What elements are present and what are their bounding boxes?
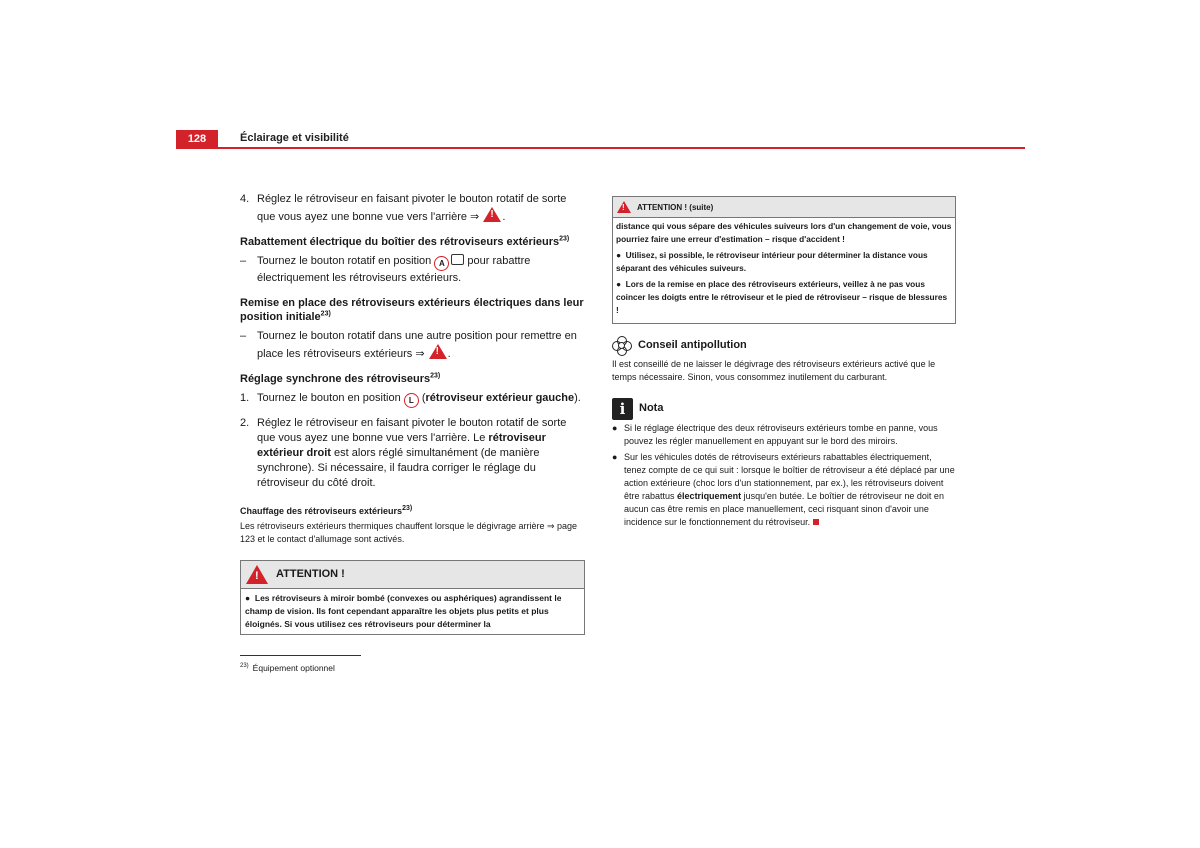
page-number-badge: 128 [176, 130, 218, 149]
warning-icon [617, 201, 631, 213]
warning-icon [429, 344, 447, 359]
flower-icon [612, 336, 632, 356]
section-heading-folding: Rabattement électrique du boîtier des rétroviseurs extérieurs$^{23)}$ [240, 235, 570, 248]
footnote: $^{23)}$ Équipement optionnel [240, 663, 335, 673]
eco-heading: Conseil antipollution [612, 336, 956, 356]
step-4 [240, 192, 585, 225]
attention-header [241, 561, 584, 589]
right-column [612, 196, 956, 532]
attention-box [240, 560, 585, 635]
note-heading: i Nota [612, 398, 956, 420]
position-l-icon: L [404, 393, 419, 408]
header-rule [176, 147, 1025, 149]
info-icon: i [612, 398, 633, 420]
section-heading-reset: Remise en place des rétroviseurs extérieurs électriques dans leur position initiale$^{23)}$ [240, 297, 584, 323]
end-of-section-mark [813, 519, 819, 525]
eco-text: Il est conseillé de ne laisser le dégivrage des rétroviseurs extérieurs activé que le temps nécessaire. Sinon, vous consommez inutilement du carburant. [612, 358, 936, 382]
heating-text: Les rétroviseurs extérieurs thermiques chauffent lorsque le dégivrage arrière ⇒ page 123 et le contact d'allumage sont activés. [240, 521, 578, 544]
chapter-title: Éclairage et visibilité [240, 132, 349, 144]
reset-instruction: – Tournez le bouton rotatif dans une autre position pour remettre en place les rétroviseurs extérieurs ⇒ ! . [240, 329, 585, 362]
attention-body: ● Les rétroviseurs à miroir bombé (convexes ou asphériques) agrandissent le champ de vision. Ils font cependant apparaître les objets plus petits et plus éloignés. Si vous utilisez ces rétroviseurs pour déterminer la [245, 593, 562, 629]
sync-step-2: 2. Réglez le rétroviseur en faisant pivoter le bouton rotatif de sorte que vous ayez une bonne vue vers l'arrière. Le rétroviseur extérieur droit est alors réglé simultanément (de manière synchrone). Si nécessaire, il faudra corriger le réglage du rétroviseur du côté droit. [240, 417, 567, 489]
note-bullet-1: ● Si le réglage électrique des deux rétroviseurs extérieurs tombe en panne, vous pouvez les régler manuellement en appuyant sur le bord des miroirs. [612, 422, 938, 446]
warning-icon [246, 565, 268, 584]
attention-continued-title: ATTENTION ! (suite) [637, 202, 714, 212]
attention-title: ATTENTION ! [276, 568, 345, 580]
sync-step-1: 1. Tournez le bouton en position L (rétroviseur extérieur gauche). [240, 391, 585, 408]
note-bullet-2: ● Sur les véhicules dotés de rétroviseurs extérieurs rabattables électriquement, tenez compte de ce qui suit : lorsque le boîtier de rétroviseur a été déplacé par une action extérieure (choc lors d'un stationnement, par ex.), les rétroviseurs doivent être rabattus électriquement jusqu'en butée. Le boîtier de rétroviseur ne doit en aucun cas être remis en place manuellement, ceci risquant sinon d'avoir une incidence sur le fonctionnement du rétroviseur. [612, 451, 955, 527]
section-heading-sync: Réglage synchrone des rétroviseurs$^{23)}$ [240, 372, 441, 385]
attention-continued-body: distance qui vous sépare des véhicules suiveurs lors d'un changement de voie, vous pourriez faire une erreur d'estimation – risque d'accident ! ● Utilisez, si possible, le rétroviseur intérieur pour déterminer la distance vous séparant des véhicules suiveurs. ● Lors de la remise en place des rétroviseurs extérieurs, veillez à ne pas vous coincer les doigts entre le rétroviseur et le pied de rétroviseur – risque de blessures ! [616, 221, 952, 316]
section-heading-heating: Chauffage des rétroviseurs extérieurs$^{23)}$ [240, 505, 413, 516]
folding-instruction: – Tournez le bouton rotatif en position A pour rabattre électriquement les rétroviseurs extérieurs. [240, 255, 531, 284]
footnote-rule [240, 655, 361, 656]
attention-continued-box [612, 196, 956, 324]
step-number: 4. [240, 193, 250, 205]
position-a-icon: A [434, 256, 449, 271]
step-text: Réglez le rétroviseur en faisant pivoter le bouton rotatif de sorte que vous ayez une bonne vue vers l'arrière ⇒ ! . [257, 192, 585, 225]
mirror-fold-icon [451, 254, 464, 265]
attention-continued-header [613, 197, 955, 218]
left-column [240, 192, 585, 635]
warning-icon [483, 207, 501, 222]
